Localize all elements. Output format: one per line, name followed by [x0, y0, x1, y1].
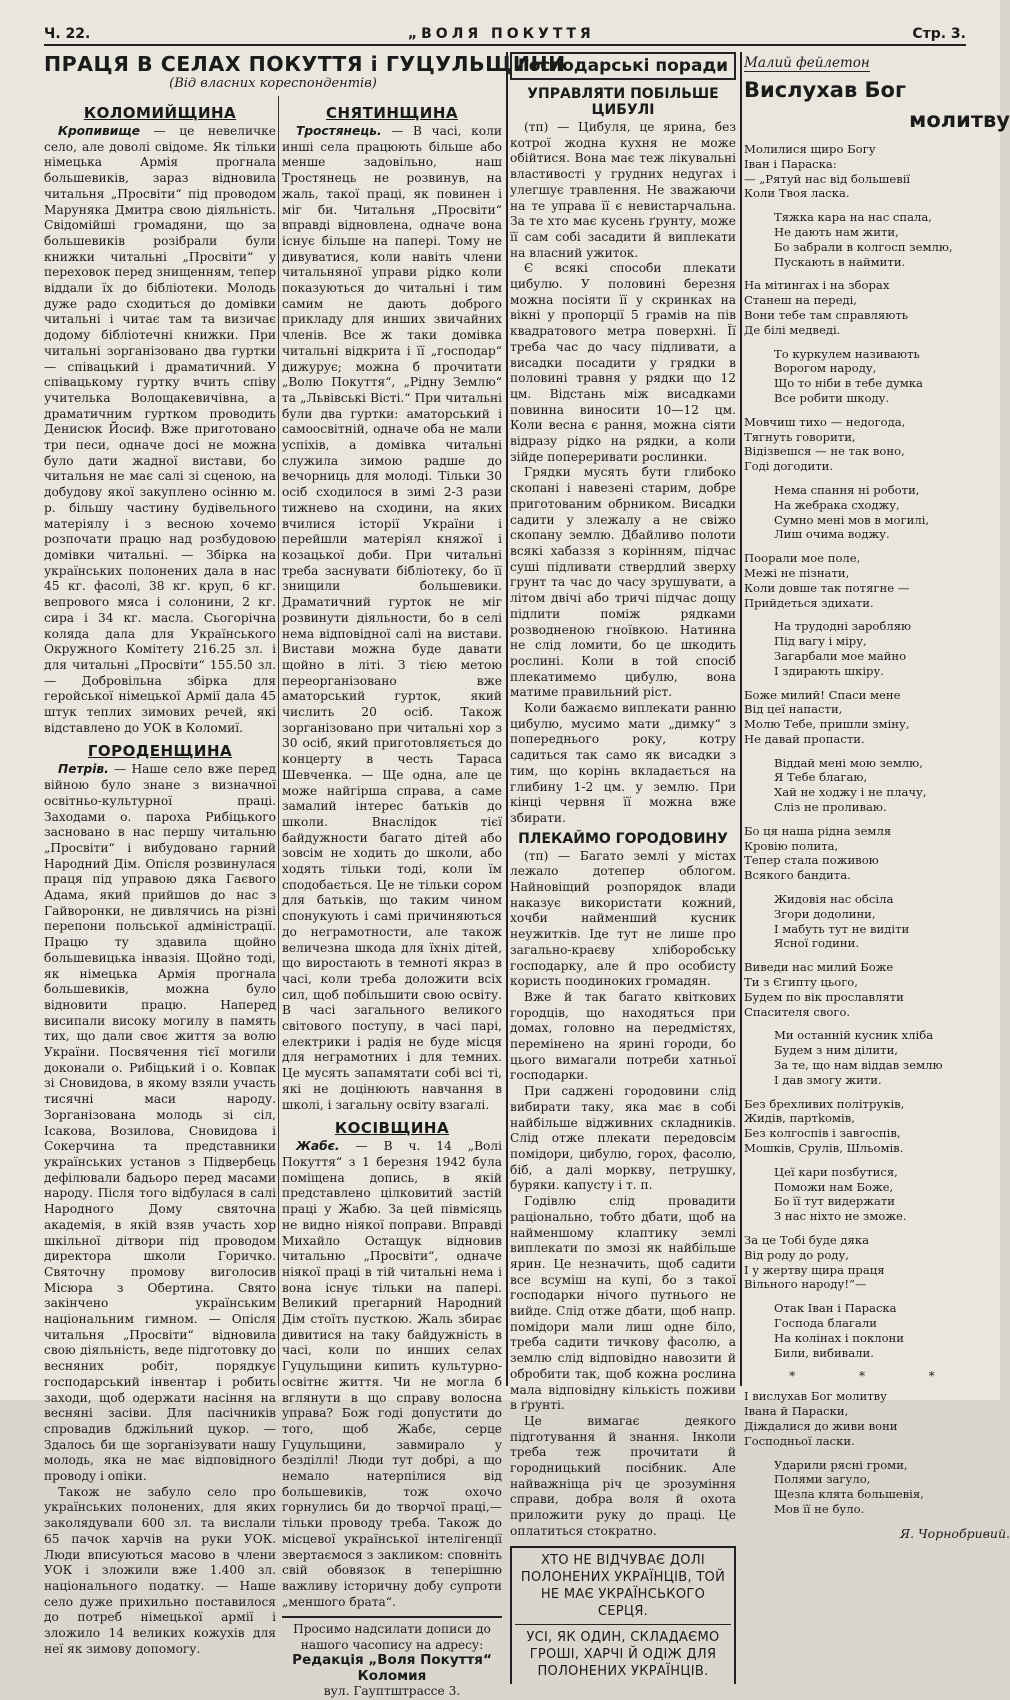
appeal-box [510, 1546, 736, 1684]
poem-line: Господньої ласки. [744, 1433, 855, 1448]
poem-line: Прийдеться здихати. [744, 595, 874, 610]
poem-line: Ударили рясні громи, [774, 1457, 908, 1472]
poem-line: Боже милий! Спаси мене [744, 687, 901, 702]
poem-line: Все робити шкоду. [774, 390, 890, 405]
poem-line: Коли довше так потягне — [744, 580, 910, 595]
poem-stanza [744, 278, 1010, 337]
poem-line: Згори додолини, [774, 906, 876, 921]
section-title: Господарські поради [510, 52, 736, 80]
poem-line: Не давай пропасти. [744, 731, 865, 746]
poem-line: Ти з Єгипту цього, [744, 975, 858, 990]
poem-line: За це Тобі буде дяка [744, 1233, 870, 1247]
advice-paragraph: Це вимагає деякого підготування й знання. Інколи треба теж прочитати й городницький посібник. Але найважніща річ це зрозуміння справи, добра воля й охота приложити руку до праці. Це оплатиться стократно. [510, 1413, 736, 1538]
poem-line: Будем по вік прославляти [744, 989, 904, 1004]
poem-line: Пускають в наймити. [774, 254, 906, 269]
poem-line: Від цеї напасти, [744, 702, 843, 717]
feuilleton-title-end: молитву [909, 108, 1010, 132]
poem-line: Молю Тебе, пришли зміну, [744, 717, 910, 732]
poem-line: Ясної години. [774, 936, 860, 951]
poem-stanza [744, 756, 1010, 815]
village-name: Жабє. [296, 1139, 340, 1154]
poem-ending [744, 1389, 1010, 1516]
poem-line: Господа благали [774, 1315, 877, 1330]
poem-stanza [744, 892, 1010, 951]
author-signature: Я. Чорнобривий. [899, 1525, 1010, 1541]
appeal-line: ХТО НЕ ВІДЧУВАЄ ДОЛІ ПОЛОНЕНИХ УКРАЇНЦІВ, ТОЙ НЕ МАЄ УКРАЇНСЬКОГО СЕРЦЯ. [520, 1552, 726, 1619]
poem-line: Тепер стала поживою [744, 853, 879, 868]
poem-line: Від роду до роду, [744, 1247, 849, 1262]
poem-line: І дав змогу жити. [774, 1072, 882, 1087]
poem-line: На жебрака сходжу, [774, 497, 900, 512]
running-head [44, 22, 966, 46]
advice-paragraph: (тп) — Цибуля, це ярина, без котрої жодна кухня не може обійтися. Вона має теж лікувальні властивості у грудних недугах і улегшує травлення. Не зважаючи на те управа її є невистарчальна. За те хто має кусень ґрунту, може її сам собі засадити й виплекати на власний ужиток. [510, 120, 736, 260]
advice-paragraph: (тп) — Багато землі у містах лежало дотепер облогом. Найновіщий розпорядок влади наказує використати кожний, хочби найменший кусник неужитків. Іде тут не лише про загально-краєву хліборобську господарку, але й про особисту користь поодиноких громадян. [510, 848, 736, 989]
newspaper-name: „ВОЛЯ ПОКУТТЯ [407, 26, 595, 42]
poem-stanza [744, 483, 1010, 542]
appeal-line: УСІ, ЯК ОДИН, СКЛАДАЄМО ГРОШІ, ХАРЧІ Й ОДІЖ ДЛЯ ПОЛОНЕНИХ УКРАЇНЦІВ. [526, 1629, 720, 1679]
region-heading: КОСІВЩИНА [334, 1119, 450, 1138]
poem-line: Вони тебе там справляють [744, 307, 909, 322]
notice-line: Просимо надсилати дописи до нашого часопису на адресу: [293, 1622, 491, 1652]
poem-line: Тягнуть говорити, [744, 429, 856, 444]
poem-stanza [744, 1301, 1010, 1360]
poem-line: Що то ніби в тебе думка [774, 376, 923, 391]
poem-line: І вислухав Бог молитву [744, 1389, 887, 1404]
columns [44, 52, 1010, 1699]
region-heading: СНЯТИНЩИНА [325, 104, 459, 122]
poem-stanza [744, 347, 1010, 406]
poem-line: Межі не пізнати, [744, 565, 850, 580]
poem-line: Кровію полита, [744, 838, 839, 853]
poem-line: Всякого бандита. [744, 868, 851, 883]
report-paragraph: Кропивище — це невеличке село, але доволі свідоме. Як тільки німецька Армія прогнала большевиків, зараз відновила читальня „Просвіти“ під проводом Маруняка Дмитра свою діяльність. Свідомійші громадяни, що за большевиків розібрали були книжки читальні „Просвіти“ у переховок перед знищенням, тепер віддали їх до бібліотеки. Молодь дуже радо сходиться до домівки читальні і читає там та визичає додому бібліотечні книжки. При читальні зорганізовано два гуртки— співацький і драматичний. У співацькому гуртку вчить співу учителька Волощакевичівна, а драматичним гуртком проводить Денисюк Йосиф. Вже приготовано три песи, одначе досі не можна було дати жадної вистави, бо читальня не має салі зі сценою, на добудову якої закуплено осінню м. р. більшу частину будівельного матеріялу і з весною хочемо розпочати працю над розбудовою домівки читальні. — Збірка на українських полонених дала в нас 45 кг. фасолі, 38 кг. круп, 6 кг. вепрового мяса і солонини, 2 кг. сира і 34 кг. масла. Сьогорічна коляда дала для Українського Окружного Комітету 216.25 зл. і для читальні „Просвіти“ 155.50 зл. — Добровільна збірка для геройської німецької Армії дала 45 штук теплих зимових речей, які відставлено до УОК в Коломиї. [44, 124, 276, 735]
poem-line: Сумно мені мов в могилі, [774, 512, 930, 527]
report-paragraph: Також не забуло село про українських полонених, для яких зaколядували 600 зл. та вислали 65 пачок харчів на руки УОК. Люди вписуються масово в члени УОК і зложили вже 1.400 зл. національного податку. — Наше село дуже прихильно поставилося до потреб німецької армії і зложило 14 великих кожухів для неї як зимову допомогу. [44, 1484, 276, 1656]
village-name: Тростянець. [296, 124, 382, 138]
article-header [44, 52, 566, 98]
advice-paragraph: Є всякі способи плекати цибулю. У половині березня можна посіяти її у скринках на вікні у пропорції 5 грамів на пів квадратового метра поверхні. Її треба час до часу підливати, а висадки посадити у грядки в половині травня у рядки що 12 цм. Відстань між висадками повинна виносити 10—12 цм. Коли весна є рання, можна сіяти відразу рідко на рядки, а коли зійде попереривати рослинки. [510, 261, 736, 464]
poem-line: Відізвешся — не так воно, [744, 444, 905, 459]
column-rule [740, 52, 742, 1386]
poem-line: Іван і Параска: [744, 156, 837, 171]
poem-line: Хай не ходжу і не плачу, [774, 785, 927, 800]
poem-line: Діждалися до живи вони [744, 1418, 898, 1433]
poem-line: Мовчиш тихо — недогода, [744, 414, 906, 429]
poem-line: Жидів, партkомів, [744, 1111, 855, 1126]
poem-line: Де білі медведі. [744, 322, 841, 337]
poem-line: І у жертву щира праця [744, 1262, 885, 1277]
poem-line: Я Тебе благаю, [774, 770, 868, 785]
poem-line: Отак Іван і Параска [774, 1301, 897, 1316]
poem-line: Поможи нам Боже, [774, 1179, 894, 1194]
issue-number: Ч. 22. [44, 26, 91, 42]
poem [744, 142, 1010, 1360]
poem-line: Без колгоспів і завгоспів, [744, 1126, 901, 1141]
advice-heading: УПРАВЛЯТИ ПОБІЛЬШЕ ЦИБУЛІ [527, 86, 719, 118]
poem-line: Поорали мое поле, [744, 551, 861, 566]
poem-line: І мабуть тут не видіти [774, 921, 910, 936]
poem-line: Полями загуло, [774, 1472, 871, 1487]
notice-city: Коломия [357, 1667, 427, 1684]
poem-stanza [744, 824, 1010, 883]
feuilleton-tag: Малий фейлетон [744, 55, 870, 71]
report-paragraph: Петрів. — Наше село вже перед війною було знане з визначної освітньо-культурної праці. Заходами о. пароха Рибіцького засновано в нас першу читальню „Просвіти“ і вибудовано гарний Народний Дім. Опісля розвинулася праця під управою дяка Гаєвого Адама, який прийшов до нас з Гайворонки, не дивлячись на різні перепони польської адміністрації. Працю ту здавила щойно большевицька інвазія. Щойно тоді, як німецька Армія прогнала большевиків, можна було відновити працю. Наперед висипали високу могилу в память тих, що дали своє життя за волю України. Посвячення тієї могили доконали о. Рибіцький і о. Ковпак зі Сновидова, в якому взяли участь тисячні маси народу. Зорганізована молодь зі сіл, Ісакова, Возилова, Сновидова і Сокерчина та представники українських установ з Підвербець дефілювали бадьоро перед масами народу. Після того відбулася в салі Народного Дому святочна академія, в якій взяв участь хор шкільної дітвори під проводом директора школи Горичко. Святочну промову виголосив Місюра з Обертина. Свято закінчено українським національним гимном. — Опісля читальня „Просвіти“ відновила свою діяльність, веде підготовку до весняних робіт, порядкує господарський інвентар і робить заходи, щоб одержати насіння на весняні засіви. Для пасічників спровадив бджільний цукор. — Здалось би ще зорганізувати нашу молодь, яка не має відповідного проводу і опіки. [44, 762, 276, 1484]
poem-line: І здирають шкіру. [774, 663, 884, 678]
column-4 [744, 52, 1010, 1541]
poem-stanza [744, 1458, 1010, 1517]
poem-line: Без брехливих політруків, [744, 1096, 905, 1111]
poem-stars: * * * [789, 1369, 965, 1384]
notice-street: вул. Гауптштрассе 3. [323, 1684, 461, 1699]
article-title: ПРАЦЯ В СЕЛАХ ПОКУТТЯ і ГУЦУЛЬЩИНИ [44, 52, 566, 76]
article-subtitle: (Від власних кореспондентів) [169, 76, 377, 91]
village-name: Кропивище [58, 124, 141, 138]
poem-stanza [744, 619, 1010, 678]
advice-paragraph: Вже й так багато квіткових городців, що находяться при домах, головно на передмістях, перемінено на ярині городи, бо цього вимагали потреби хатньої господарки. [510, 989, 736, 1083]
poem-line: Коли Твоя ласка. [744, 186, 850, 201]
poem-line: З нас ніхто не зможе. [774, 1209, 907, 1224]
poem-stanza [744, 1097, 1010, 1156]
poem-line: За те, що нам віддав землю [774, 1058, 943, 1073]
feuilleton-title: Вислухав Бог [744, 78, 906, 102]
poem-stanza [744, 210, 1010, 269]
poem-line: Тяжка кара на нас спала, [774, 210, 932, 225]
poem-line: Загарбали мое майно [774, 648, 907, 663]
poem-line: Мошків, Срулів, Шльомів. [744, 1141, 904, 1156]
poem-line: Івана й Параски, [744, 1404, 849, 1419]
poem-line: Цеї кари позбутися, [774, 1164, 898, 1179]
advice-paragraph: Годівлю слід провадити раціонально, тобто дбати, щоб на найменшому клаптику землі виплекати по змозі як найбільше ярин. Це незначить, щоб садити все всуміш на купі, бо з такої господарки нічого путнього не вийде. Слід отже дбати, щоб напр. помідори мали лиш одне біло, треба садити тичкову фасолю, а землю слід відповідно навозити й обробити так, щоб кожна рослина мала відповідну кількість поживи в ґрунті. [510, 1194, 736, 1413]
page-number: Стр. 3. [912, 26, 966, 42]
report-paragraph: Жабє. — В ч. 14 „Волі Покуття“ з 1 березня 1942 була поміщена допись, в якій представлено цілковитий застій праці у Жабю. За цей півмісяць не видно ніякої поправи. Вправді Михайло Остащук відновив читальню „Просвіти“, одначе ніякої праці в тій читальні нема і вона існує тільки на папері. Великий прегарний Народний Дім стоїть пусткою. Жаль збирає дивитися на таку байдужність в часі, коли по инших селах Гуцульщини кипить культурно-освітнє життя. Чи не могла б вглянути в що справу волосна управа? Бож годі допустити до того, щоб Жабє, серце Гуцульщини, завмирало у безділлі! Люди тут добрі, а що немало натерпілися від большевиків, тож охочо горнулись би до творчої праці,— тільки проводу треба. Також до місцевої української інтелігенції звертаємося з закликом: сповніть свій обовязок в теперішню важливу історичну добу супроти „меншого брата“. [282, 1139, 502, 1609]
poem-stanza [744, 142, 1010, 201]
report-paragraph: Тростянець. — В часі, коли инші села працюють більше або менше задовільно, наш Тростянець не розвинув, на жаль, такої праці, як повинен і міг би. Читальня „Просвіти“ вправді відновлена, одначе вона існує більше на папері. Тому не дивуватися, коли навіть члени читальняної управи рідко коли показуються до читальні і тим самим не дають доброго прикладу для инших звичайних членів. Все ж таки домівка читальні відкрита і її „господар“ дижурує; можна б прочитати „Волю Покуття“, „Рідну Землю“ та „Львівські Вісті.“ При читальні були два гуртки: аматорський і самоосвітній, одначе оба не мали успіхів, а домівка читальні служила зимою радше до вечорниць для молоді. Тільки 30 осіб сходилося в зимі 2-3 рази тижнево на сходини, на яких вчилися історії України і перейшли матеріял княжої і козацької доби. При читальні треба заснувати бібліотеку, бо її знищили большевики. Драматичний гурток не міг розвинути діяльности, бо в селі нема відповідної салі на вистави. Вистави можна буде давати щойно в літі. З тією метою переорганізовано вже аматорський гурток, який числить 20 осіб. Також зорганізовано при читальні хор з 30 осіб, який приготовляється до концерту в честь Тараса Шевченка. — Ще одна, але це може найгірша справа, а саме замалий інтерес батьків до школи. Внаслідок тієї байдужности багато дітей або зовсім не ходить до школи, або ходять тільки тоді, коли їм сподобається. Це не тільки сором для батьків, що таким чином спонукують і самі причиняються до неграмотности, але також величезна шкода для їхніх дітей, що виростають в темноті якраз в часі, коли треба доложити всіх сил, щоб побільшити свою освіту. В часі загального великого світового поступу, в часі парі, електрики і радія не буде місця для неграмотних і для темних. Це мусять запамятати собі всі ті, які не доцінюють навчання в школі, і загальну освіту взагалі. [282, 124, 502, 1112]
advice-paragraph: Коли бажаємо виплекати ранню цибулю, мусимо мати „димку“ з попереднього року, котру садиться так само як висадки з тим, що корінь вкладається на глибину 1-2 цм. у землю. При кінці червня її можна вже збирати. [510, 701, 736, 825]
poem-line: Жидовія нас обсіла [774, 892, 894, 907]
poem-line: На трудодні заробляю [774, 619, 912, 634]
poem-line: Бо її тут видержати [774, 1194, 896, 1209]
poem-line: Лиш очима воджу. [774, 527, 890, 542]
poem-line: Вільного народу!“— [744, 1277, 867, 1292]
poem-line: Молилися щиро Богу [744, 142, 876, 156]
poem-line: Не дають нам жити, [774, 224, 899, 239]
notice-editorial: Редакція „Воля Покуття“ [292, 1652, 492, 1669]
advice-heading: ПЛЕКАЙМО ГОРОДОВИНУ [518, 830, 728, 847]
poem-line: Будем з ним ділити, [774, 1043, 898, 1058]
poem-line: Під вагу і міру, [774, 634, 867, 649]
poem-line: Бо забрали в колгосп землю, [774, 239, 953, 254]
poem-stanza [744, 1389, 1010, 1448]
poem-stanza [744, 1165, 1010, 1224]
poem-line: Сліз не проливаю. [774, 800, 887, 815]
village-name: Петрів. [58, 762, 109, 777]
poem-line: Нема спання ні роботи, [774, 482, 920, 497]
poem-stanza [744, 415, 1010, 474]
poem-line: Спасителя свого. [744, 1004, 851, 1019]
poem-line: Виведи нас милий Боже [744, 960, 894, 975]
poem-line: Ми останній кусник хліба [774, 1028, 934, 1043]
poem-line: Віддай мені мою землю, [774, 755, 923, 770]
column-2 [282, 98, 502, 1699]
poem-line: Били, вибивали. [774, 1345, 874, 1360]
advice-paragraph: Грядки мусять бути глибоко скопані і навезені старим, добре приготованим обрником. Висадки садити у злежалу а не свіжо скопану землю. Дбайливо полоти всякі хабаззя з корінням, підчас суші підливати ствердлий зверху грунт та час до часу зрушувати, а літом двічі або тричі підчас дощу підлити поміж рядками розводненою гноївкою. Натинна не слід ломити, бо це шкодить рослині. Коли в той спосіб плекатимемо цибулю, вона матиме правильний ріст. [510, 465, 736, 700]
column-1 [44, 98, 276, 1656]
region-heading: КОЛОМИЙЩИНА [83, 104, 237, 122]
poem-stanza [744, 1028, 1010, 1087]
poem-line: — „Рятуй нас від большевії [744, 171, 911, 186]
poem-line: Ворогом народу, [774, 361, 877, 376]
poem-line: На колінах і поклони [774, 1330, 905, 1345]
poem-line: То куркулем називають [774, 346, 920, 361]
poem-line: Щезла клята большевія, [774, 1487, 924, 1502]
poem-line: На мітингах і на зборах [744, 278, 890, 293]
poem-stanza [744, 1233, 1010, 1292]
poem-line: Бо ця наша рідна земля [744, 823, 892, 838]
column-3 [510, 52, 736, 1679]
poem-line: Мов її не було. [774, 1501, 865, 1516]
advice-paragraph: При саджені городовини слід вибирати таку, яка має в собі найбільше відживних складників. Слід отже плекати передовсім помідори, цибулю, горох, фасолю, біб, а далі моркву, петрушку, буряки. капусту і т. п. [510, 1084, 736, 1193]
column-rule [278, 96, 279, 1386]
poem-line: Годі догодити. [744, 459, 834, 474]
column-rule [506, 52, 508, 1386]
poem-stanza [744, 551, 1010, 610]
poem-stanza [744, 688, 1010, 747]
poem-stanza [744, 960, 1010, 1019]
poem-line: Станеш на переді, [744, 293, 857, 308]
address-notice [282, 1616, 502, 1700]
region-heading: ГОРОДЕНЩИНА [87, 742, 233, 761]
